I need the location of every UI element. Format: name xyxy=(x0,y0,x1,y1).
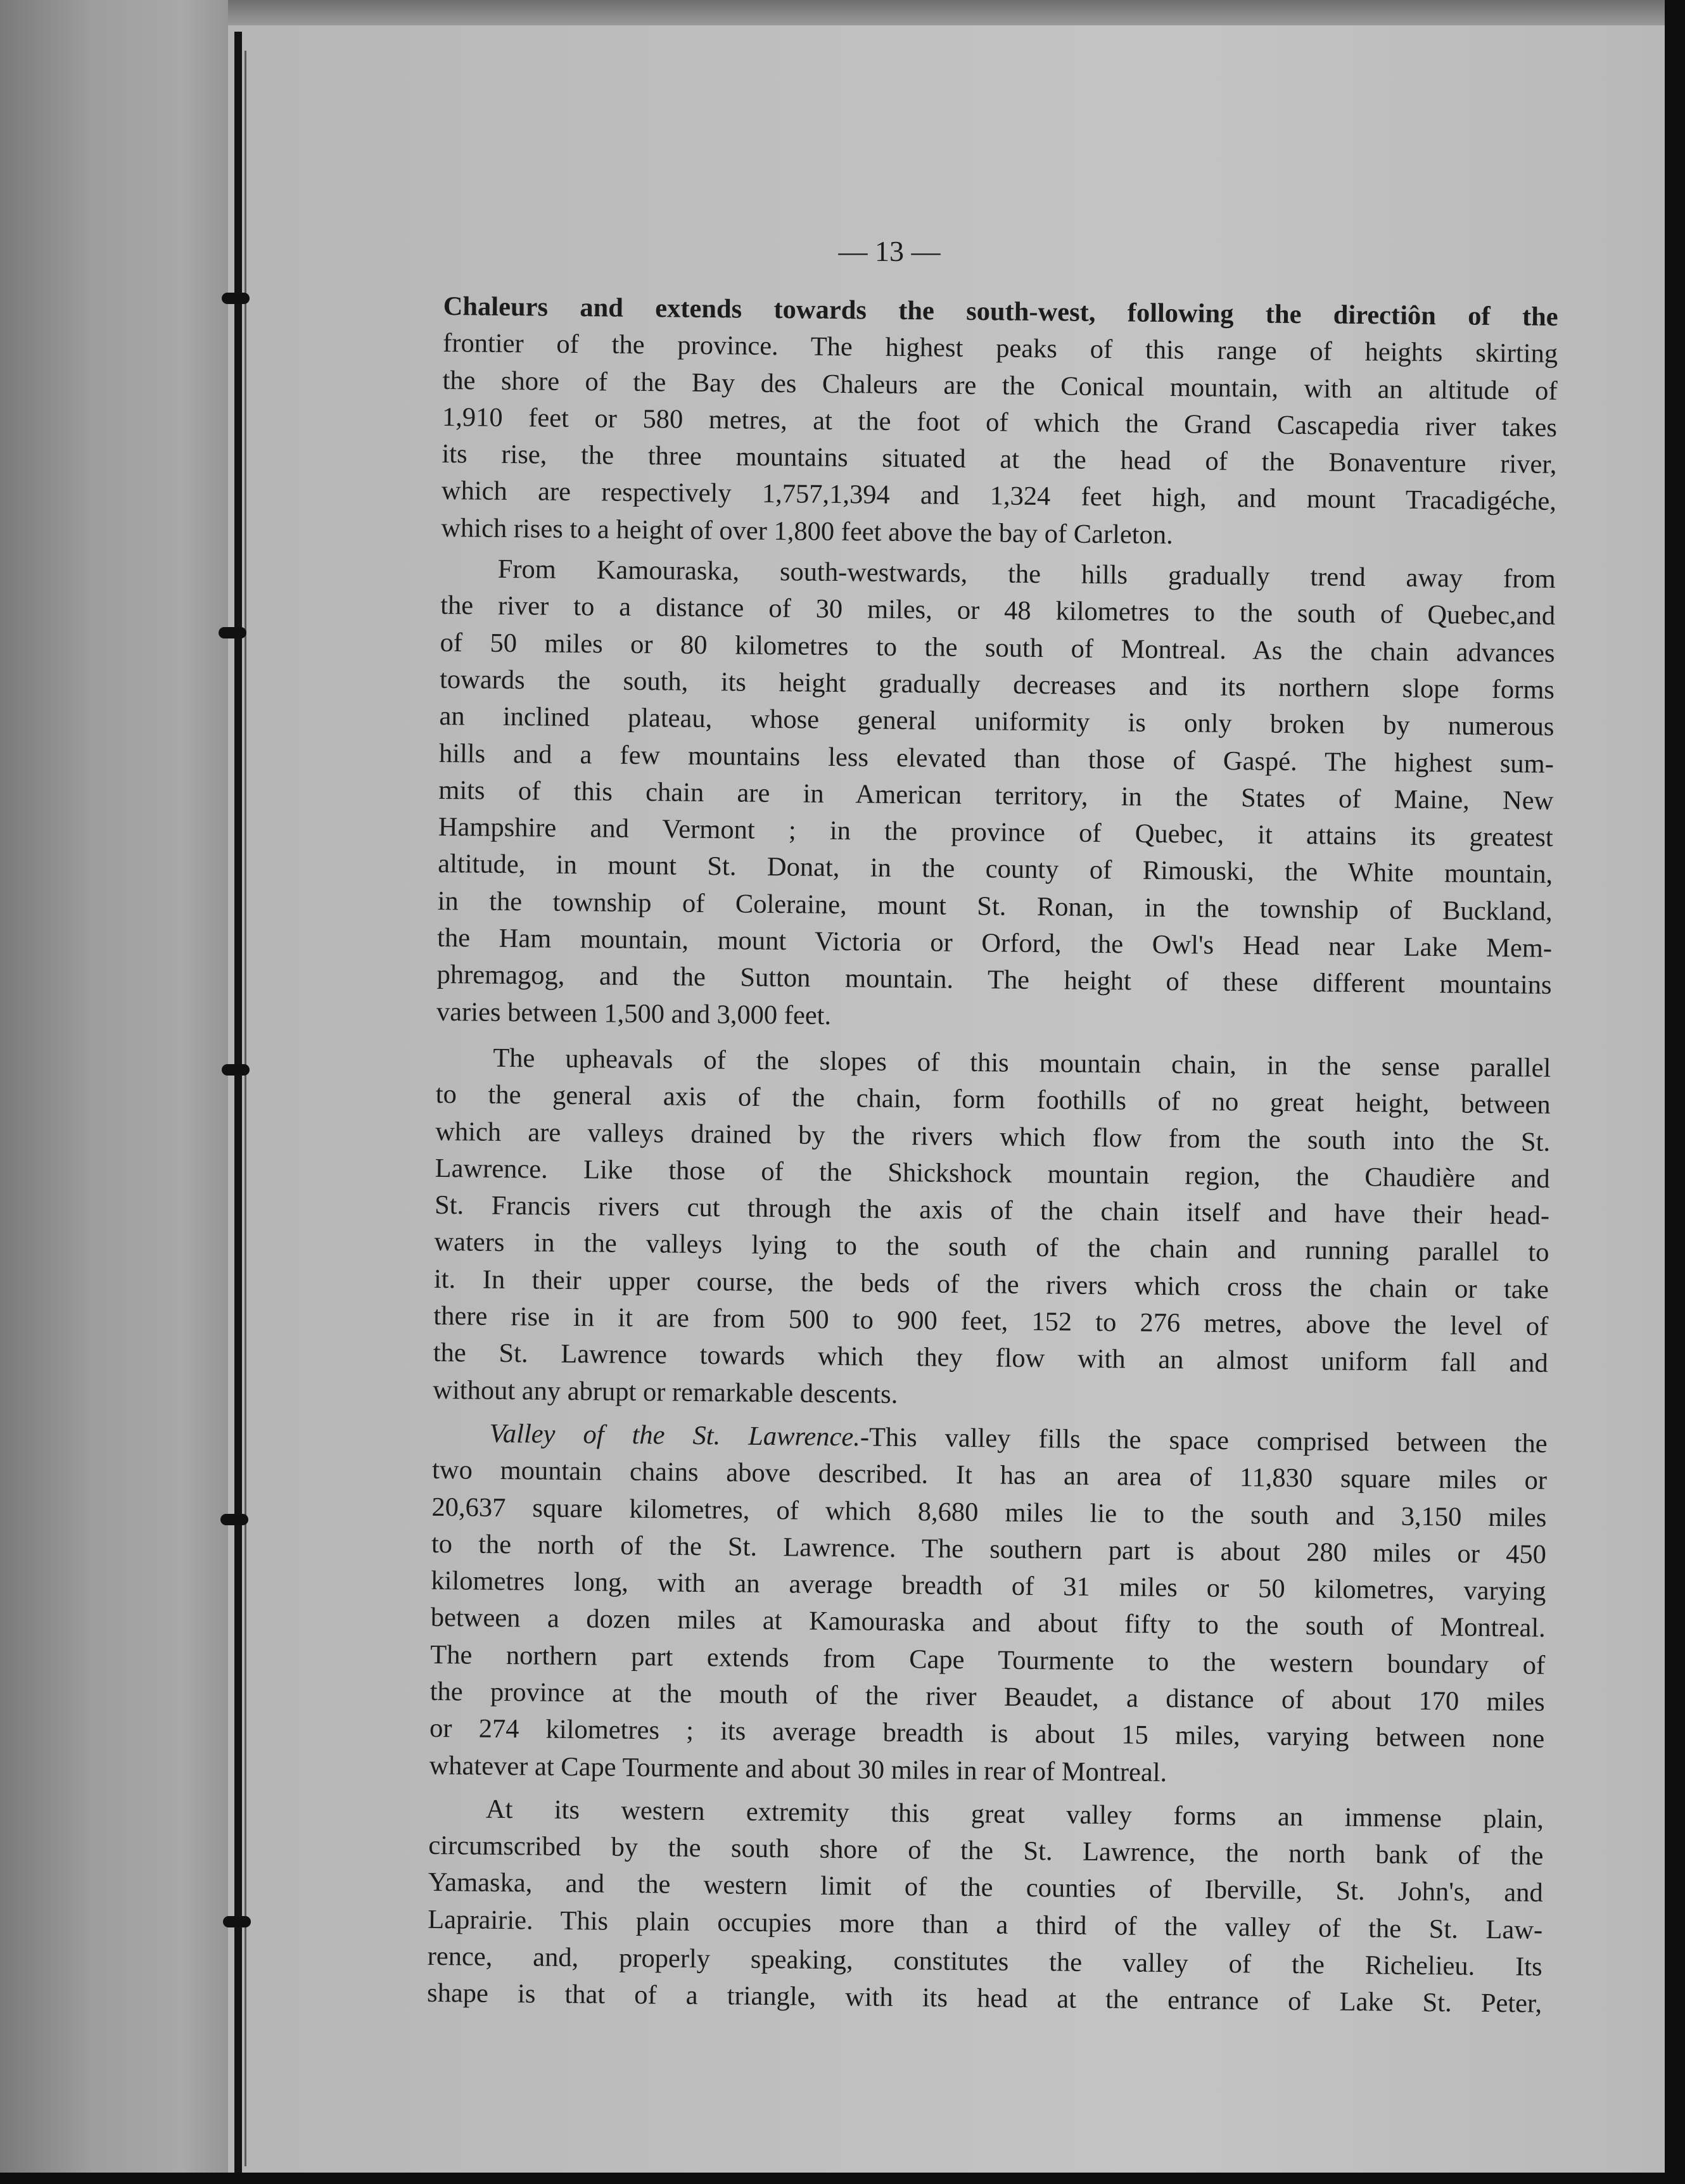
text-line: there rise in it are from 500 to 900 feet, 152 to 276 metres, above the level of xyxy=(433,1300,1549,1342)
text-line: 1,910 feet or 580 metres, at the foot of which the Grand Cascapedia river takes xyxy=(442,402,1558,443)
text-line: to the general axis of the chain, form foothills of no great height, between xyxy=(435,1079,1551,1121)
text-line: hills and a few mountains less elevated than those of Gaspé. The highest sum- xyxy=(438,738,1555,779)
text-line: its rise, the three mountains situated at the head of the Bonaventure river, xyxy=(442,439,1557,480)
text-line-segment: -This valley fills the space comprised between the xyxy=(860,1422,1548,1459)
text-line: the Ham mountain, mount Victoria or Orford, the Owl's Head near Lake Mem- xyxy=(436,923,1553,963)
paragraph-2 xyxy=(436,550,1556,1041)
text-line: shape is that of a triangle, with its head at the entrance of Lake St. Peter, xyxy=(426,1978,1542,2019)
text-line: Yamaska, and the western limit of the counties of Iberville, St. John's, and xyxy=(428,1867,1543,1908)
spine-gutter-line xyxy=(245,51,246,2166)
paragraph-5 xyxy=(427,1791,1544,2023)
text-line: without any abrupt or remarkable descents. xyxy=(433,1375,898,1409)
binding-stitch-5 xyxy=(223,1916,251,1927)
paragraph-1 xyxy=(441,288,1558,557)
text-line: the shore of the Bay des Chaleurs are the Conical mountain, with an altitude of xyxy=(442,365,1558,406)
binding-stitch-1 xyxy=(222,293,250,304)
text-line: Hampshire and Vermont ; in the province of Quebec, it attains its greatest xyxy=(438,812,1553,853)
text-line: it. In their upper course, the beds of the rivers which cross the chain or take xyxy=(433,1264,1549,1305)
text-line: the river to a distance of 30 miles, or 48 kilometres to the south of Quebec,and xyxy=(440,590,1556,632)
text-line: kilometres long, with an average breadth of 31 miles or 50 kilometres, varying xyxy=(431,1566,1546,1606)
text-line: varies between 1,500 and 3,000 feet. xyxy=(436,996,832,1031)
top-page-edge xyxy=(0,0,1665,25)
text-line: between a dozen miles at Kamouraska and about fifty to the south of Montreal. xyxy=(430,1603,1546,1644)
body-text xyxy=(427,288,1558,2026)
text-line: towards the south, its height gradually decreases and its northern slope forms xyxy=(439,664,1555,705)
text-line: The upheavals of the slopes of this mountain chain, in the sense parallel xyxy=(493,1043,1551,1083)
text-line: The northern part extends from Cape Tourmente to the western boundary of xyxy=(430,1639,1546,1680)
paragraph-4 xyxy=(429,1415,1548,1795)
text-line: frontier of the province. The highest peaks of this range of heights skirting xyxy=(442,328,1558,369)
binding-stitch-2 xyxy=(219,627,246,638)
text-line: At its western extremity this great valley forms an immense plain, xyxy=(485,1794,1544,1834)
text-line: which are respectively 1,757,1,394 and 1,324 feet high, and mount Tracadigéche, xyxy=(441,476,1557,517)
text-line: Lawrence. Like those of the Shickshock mountain region, the Chaudière and xyxy=(435,1153,1550,1194)
text-line: Laprairie. This plain occupies more than a third of the valley of the St. Law- xyxy=(428,1904,1543,1945)
text-line: St. Francis rivers cut through the axis of the chain itself and have their head- xyxy=(434,1190,1550,1231)
text-line: waters in the valleys lying to the south of the chain and running parallel to xyxy=(434,1227,1549,1268)
text-line: rence, and, properly speaking, constitutes the valley of the Richelieu. Its xyxy=(427,1941,1542,1982)
binding-stitch-3 xyxy=(222,1064,250,1076)
paragraph-3 xyxy=(433,1039,1551,1419)
text-line: whatever at Cape Tourmente and about 30 miles in rear of Montreal. xyxy=(429,1750,1167,1787)
section-heading: Valley of the St. Lawrence. xyxy=(489,1418,861,1452)
text-line: altitude, in mount St. Donat, in the county of Rimouski, the White mountain, xyxy=(438,849,1553,890)
text-line: From Kamouraska, south-westwards, the hills gradually trend away from xyxy=(497,554,1556,594)
bottom-scan-border xyxy=(0,2173,1685,2184)
text-line: the St. Lawrence towards which they flow with an almost uniform fall and xyxy=(433,1338,1549,1379)
text-line: two mountain chains above described. It has an area of 11,830 square miles or xyxy=(431,1455,1548,1496)
text-line: Chaleurs and extends towards the south-west, following the directiôn of the xyxy=(443,291,1558,332)
left-page-margin xyxy=(0,0,228,2173)
text-line: which are valleys drained by the rivers which flow from the south into the St. xyxy=(435,1116,1551,1157)
text-line: circumscribed by the south shore of the St. Lawrence, the north bank of the xyxy=(428,1831,1544,1871)
text-line: which rises to a height of over 1,800 feet above the bay of Carleton. xyxy=(441,512,1173,550)
text-line: phremagog, and the Sutton mountain. The height of these different mountains xyxy=(436,960,1552,1001)
text-line: mits of this chain are in American territory, in the States of Maine, New xyxy=(438,775,1554,816)
page-number: — 13 — xyxy=(838,235,941,267)
right-scan-border xyxy=(1665,0,1685,2184)
binding-stitch-4 xyxy=(220,1514,248,1525)
text-line: of 50 miles or 80 kilometres to the south of Montreal. As the chain advances xyxy=(440,627,1555,668)
text-line: in the township of Coleraine, mount St. Ronan, in the township of Buckland, xyxy=(437,886,1553,927)
book-spine xyxy=(234,32,242,2173)
text-line: an inclined plateau, whose general uniformity is only broken by numerous xyxy=(439,701,1555,742)
text-line: to the north of the St. Lawrence. The southern part is about 280 miles or 450 xyxy=(431,1528,1547,1570)
text-line: or 274 kilometres ; its average breadth is about 15 miles, varying between none xyxy=(429,1713,1545,1755)
text-line: the province at the mouth of the river Beaudet, a distance of about 170 miles xyxy=(429,1676,1545,1717)
text-line: 20,637 square kilometres, of which 8,680 miles lie to the south and 3,150 miles xyxy=(431,1492,1547,1533)
